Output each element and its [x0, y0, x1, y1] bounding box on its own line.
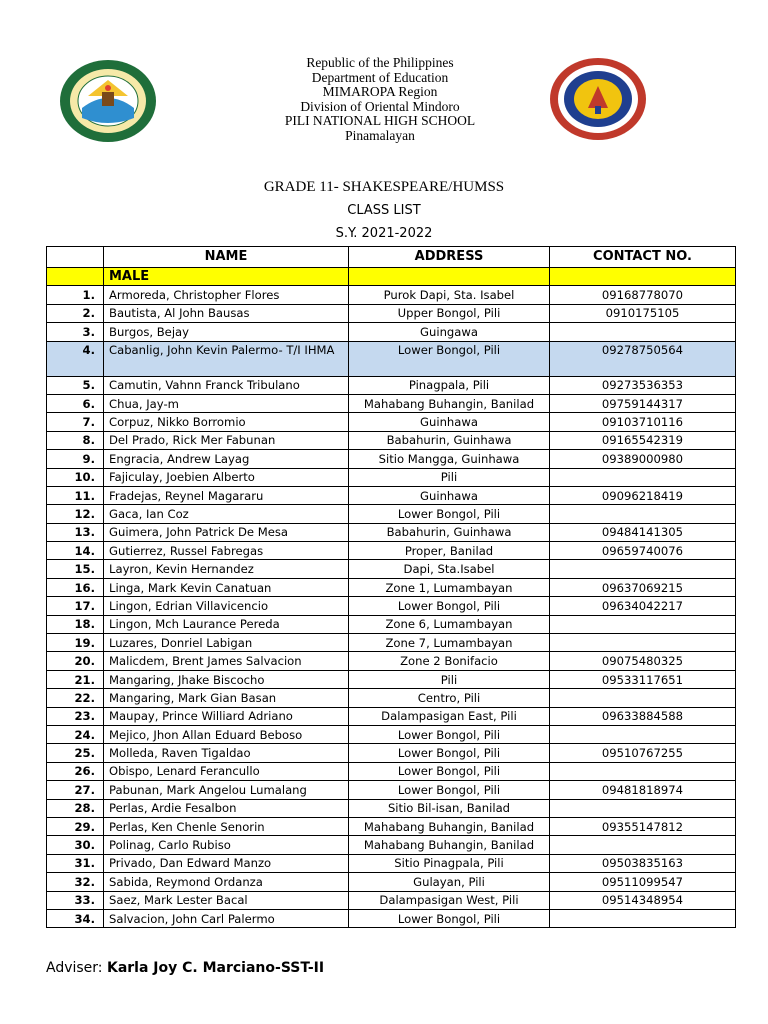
- student-address: Pili: [349, 468, 550, 486]
- adviser-line: [46, 960, 324, 976]
- student-contact: [550, 725, 736, 743]
- row-number: 3.: [47, 323, 104, 341]
- table-row: [47, 468, 736, 486]
- row-number: 26.: [47, 762, 104, 780]
- table-row: [47, 523, 736, 541]
- student-address: Upper Bongol, Pili: [349, 304, 550, 322]
- student-address: Zone 2 Bonifacio: [349, 652, 550, 670]
- student-contact: 09633884588: [550, 707, 736, 725]
- header-contact: CONTACT NO.: [550, 247, 736, 268]
- student-address: Proper, Banilad: [349, 542, 550, 560]
- student-contact: 09165542319: [550, 431, 736, 449]
- student-address: Lower Bongol, Pili: [349, 725, 550, 743]
- student-contact: 09511099547: [550, 873, 736, 891]
- student-address: Lower Bongol, Pili: [349, 744, 550, 762]
- student-address: Mahabang Buhangin, Banilad: [349, 394, 550, 412]
- row-number: 25.: [47, 744, 104, 762]
- student-contact: [550, 799, 736, 817]
- row-number: 8.: [47, 431, 104, 449]
- row-number: 21.: [47, 670, 104, 688]
- student-name: Gaca, Ian Coz: [104, 505, 349, 523]
- table-row: [47, 854, 736, 872]
- student-contact: 09168778070: [550, 286, 736, 304]
- header-num: [47, 247, 104, 268]
- table-row: [47, 799, 736, 817]
- student-contact: 09278750564: [550, 341, 736, 376]
- student-name: Guimera, John Patrick De Mesa: [104, 523, 349, 541]
- row-number: 2.: [47, 304, 104, 322]
- student-address: Lower Bongol, Pili: [349, 597, 550, 615]
- student-name: Corpuz, Nikko Borromio: [104, 413, 349, 431]
- table-row: [47, 873, 736, 891]
- student-name: Chua, Jay-m: [104, 394, 349, 412]
- adviser-name: Karla Joy C. Marciano-SST-II: [106, 960, 325, 976]
- student-name: Malicdem, Brent James Salvacion: [104, 652, 349, 670]
- row-number: 1.: [47, 286, 104, 304]
- table-row: [47, 744, 736, 762]
- letterhead-line: MIMAROPA Region: [322, 84, 438, 100]
- student-name: Fajiculay, Joebien Alberto: [104, 468, 349, 486]
- table-row: [47, 578, 736, 596]
- student-contact: 09075480325: [550, 652, 736, 670]
- letterhead-line: Republic of the Philippines: [306, 55, 454, 70]
- table-row: [47, 597, 736, 615]
- student-name: Maupay, Prince Williard Adriano: [104, 707, 349, 725]
- table-row: [47, 762, 736, 780]
- letterhead: [210, 56, 550, 144]
- student-name: Burgos, Bejay: [104, 323, 349, 341]
- table-row: [47, 909, 736, 927]
- table-row: [47, 542, 736, 560]
- row-number: 9.: [47, 450, 104, 468]
- student-contact: [550, 615, 736, 633]
- student-address: Lower Bongol, Pili: [349, 762, 550, 780]
- student-contact: 09273536353: [550, 376, 736, 394]
- student-contact: 09503835163: [550, 854, 736, 872]
- row-number: 10.: [47, 468, 104, 486]
- table-row: [47, 560, 736, 578]
- student-address: Lower Bongol, Pili: [349, 341, 550, 376]
- student-address: Sitio Pinagpala, Pili: [349, 854, 550, 872]
- row-number: 16.: [47, 578, 104, 596]
- student-address: Dapi, Sta.Isabel: [349, 560, 550, 578]
- student-contact: 09514348954: [550, 891, 736, 909]
- student-address: Centro, Pili: [349, 689, 550, 707]
- student-address: Babahurin, Guinhawa: [349, 523, 550, 541]
- table-row: [47, 634, 736, 652]
- student-address: Mahabang Buhangin, Banilad: [349, 817, 550, 835]
- table-row: [47, 341, 736, 376]
- row-number: 31.: [47, 854, 104, 872]
- row-number: 32.: [47, 873, 104, 891]
- student-contact: 09634042217: [550, 597, 736, 615]
- row-number: 11.: [47, 486, 104, 504]
- student-contact: [550, 468, 736, 486]
- student-name: Mangaring, Jhake Biscocho: [104, 670, 349, 688]
- student-contact: 09096218419: [550, 486, 736, 504]
- student-name: Molleda, Raven Tigaldao: [104, 744, 349, 762]
- student-address: Purok Dapi, Sta. Isabel: [349, 286, 550, 304]
- table-row: [47, 781, 736, 799]
- table-row: [47, 836, 736, 854]
- student-address: Dalampasigan West, Pili: [349, 891, 550, 909]
- student-name: Engracia, Andrew Layag: [104, 450, 349, 468]
- student-name: Cabanlig, John Kevin Palermo- T/I IHMA: [104, 341, 349, 376]
- row-number: 13.: [47, 523, 104, 541]
- row-number: 4.: [47, 341, 104, 376]
- row-number: 12.: [47, 505, 104, 523]
- student-name: Bautista, Al John Bausas: [104, 304, 349, 322]
- table-row: [47, 670, 736, 688]
- row-number: 18.: [47, 615, 104, 633]
- table-row: [47, 725, 736, 743]
- student-address: Guinhawa: [349, 413, 550, 431]
- student-contact: [550, 323, 736, 341]
- student-address: Gulayan, Pili: [349, 873, 550, 891]
- student-name: Perlas, Ken Chenle Senorin: [104, 817, 349, 835]
- table-row: [47, 689, 736, 707]
- division-of-oriental-mindoro-seal: [548, 56, 648, 142]
- student-address: Lower Bongol, Pili: [349, 781, 550, 799]
- student-name: Gutierrez, Russel Fabregas: [104, 542, 349, 560]
- table-row: [47, 615, 736, 633]
- row-number: 27.: [47, 781, 104, 799]
- student-address: Sitio Bil-isan, Banilad: [349, 799, 550, 817]
- section-label: MALE: [104, 268, 349, 286]
- header-address: ADDRESS: [349, 247, 550, 268]
- letterhead-line: PILI NATIONAL HIGH SCHOOL: [284, 113, 476, 129]
- row-number: 28.: [47, 799, 104, 817]
- letterhead-line: Pinamalayan: [345, 127, 415, 143]
- pili-national-high-school-logo: [58, 58, 158, 144]
- student-address: Zone 1, Lumambayan: [349, 578, 550, 596]
- student-contact: 0910175105: [550, 304, 736, 322]
- student-address: Sitio Mangga, Guinhawa: [349, 450, 550, 468]
- row-number: 33.: [47, 891, 104, 909]
- row-number: 23.: [47, 707, 104, 725]
- student-name: Lingon, Edrian Villavicencio: [104, 597, 349, 615]
- section-num: [47, 268, 104, 286]
- row-number: 22.: [47, 689, 104, 707]
- student-contact: 09759144317: [550, 394, 736, 412]
- row-number: 20.: [47, 652, 104, 670]
- student-name: Salvacion, John Carl Palermo: [104, 909, 349, 927]
- table-header-row: [47, 247, 736, 268]
- student-address: Guinhawa: [349, 486, 550, 504]
- adviser-label: Adviser:: [46, 960, 103, 976]
- row-number: 6.: [47, 394, 104, 412]
- student-address: Zone 7, Lumambayan: [349, 634, 550, 652]
- row-number: 5.: [47, 376, 104, 394]
- table-row: [47, 413, 736, 431]
- table-row: [47, 505, 736, 523]
- letterhead-line: Department of Education: [311, 69, 449, 85]
- student-address: Lower Bongol, Pili: [349, 505, 550, 523]
- student-contact: 09355147812: [550, 817, 736, 835]
- section-blank: [349, 268, 550, 286]
- table-row: [47, 891, 736, 909]
- row-number: 14.: [47, 542, 104, 560]
- student-address: Guingawa: [349, 323, 550, 341]
- student-contact: 09637069215: [550, 578, 736, 596]
- page-subtitle: CLASS LIST: [347, 203, 421, 218]
- student-name: Privado, Dan Edward Manzo: [104, 854, 349, 872]
- student-contact: [550, 836, 736, 854]
- student-name: Perlas, Ardie Fesalbon: [104, 799, 349, 817]
- student-contact: 09510767255: [550, 744, 736, 762]
- student-address: Zone 6, Lumambayan: [349, 615, 550, 633]
- row-number: 29.: [47, 817, 104, 835]
- student-contact: [550, 689, 736, 707]
- student-name: Luzares, Donriel Labigan: [104, 634, 349, 652]
- student-address: Babahurin, Guinhawa: [349, 431, 550, 449]
- table-row: [47, 431, 736, 449]
- school-year: S.Y. 2021-2022: [335, 226, 433, 241]
- student-address: Dalampasigan East, Pili: [349, 707, 550, 725]
- student-name: Polinag, Carlo Rubiso: [104, 836, 349, 854]
- row-number: 7.: [47, 413, 104, 431]
- row-number: 24.: [47, 725, 104, 743]
- student-name: Saez, Mark Lester Bacal: [104, 891, 349, 909]
- student-address: Mahabang Buhangin, Banilad: [349, 836, 550, 854]
- student-name: Lingon, Mch Laurance Pereda: [104, 615, 349, 633]
- student-name: Pabunan, Mark Angelou Lumalang: [104, 781, 349, 799]
- table-row: [47, 817, 736, 835]
- student-contact: [550, 762, 736, 780]
- page-title: GRADE 11- SHAKESPEARE/HUMSS: [263, 179, 505, 195]
- class-list-table: [46, 246, 736, 928]
- table-row: [47, 707, 736, 725]
- student-contact: 09481818974: [550, 781, 736, 799]
- student-name: Camutin, Vahnn Franck Tribulano: [104, 376, 349, 394]
- row-number: 19.: [47, 634, 104, 652]
- table-row: [47, 450, 736, 468]
- table-row: [47, 652, 736, 670]
- student-name: Layron, Kevin Hernandez: [104, 560, 349, 578]
- row-number: 34.: [47, 909, 104, 927]
- student-contact: [550, 505, 736, 523]
- letterhead-line: Division of Oriental Mindoro: [300, 98, 460, 114]
- student-contact: [550, 634, 736, 652]
- student-name: Mangaring, Mark Gian Basan: [104, 689, 349, 707]
- student-contact: [550, 909, 736, 927]
- student-name: Sabida, Reymond Ordanza: [104, 873, 349, 891]
- student-name: Del Prado, Rick Mer Fabunan: [104, 431, 349, 449]
- student-contact: 09659740076: [550, 542, 736, 560]
- student-contact: 09484141305: [550, 523, 736, 541]
- student-name: Armoreda, Christopher Flores: [104, 286, 349, 304]
- table-row: [47, 286, 736, 304]
- table-row: [47, 394, 736, 412]
- student-name: Obispo, Lenard Ferancullo: [104, 762, 349, 780]
- student-contact: 09103710116: [550, 413, 736, 431]
- table-row: [47, 323, 736, 341]
- table-row: [47, 304, 736, 322]
- student-address: Pili: [349, 670, 550, 688]
- row-number: 30.: [47, 836, 104, 854]
- student-contact: 09389000980: [550, 450, 736, 468]
- student-address: Lower Bongol, Pili: [349, 909, 550, 927]
- student-name: Fradejas, Reynel Magararu: [104, 486, 349, 504]
- table-row: [47, 486, 736, 504]
- table-row: [47, 376, 736, 394]
- student-contact: 09533117651: [550, 670, 736, 688]
- header-name: NAME: [104, 247, 349, 268]
- section-row-male: [47, 268, 736, 286]
- student-contact: [550, 560, 736, 578]
- student-address: Pinagpala, Pili: [349, 376, 550, 394]
- row-number: 17.: [47, 597, 104, 615]
- student-name: Linga, Mark Kevin Canatuan: [104, 578, 349, 596]
- row-number: 15.: [47, 560, 104, 578]
- student-name: Mejico, Jhon Allan Eduard Beboso: [104, 725, 349, 743]
- section-blank: [550, 268, 736, 286]
